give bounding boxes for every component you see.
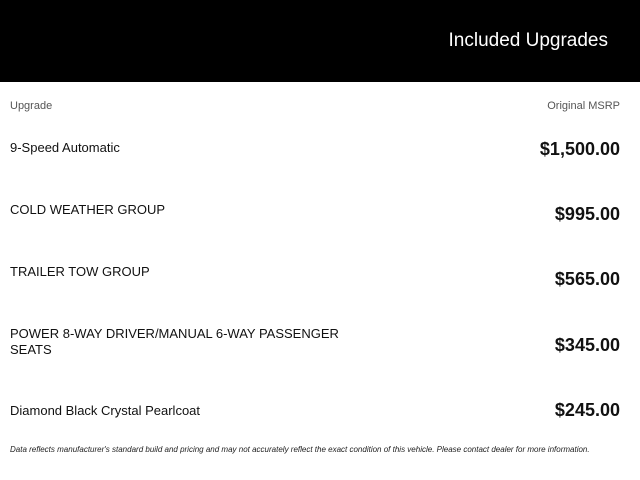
upgrade-name: COLD WEATHER GROUP: [10, 202, 166, 217]
upgrade-price: $995.00: [554, 204, 620, 224]
column-header-msrp: Original MSRP: [547, 100, 620, 112]
upgrade-price: $245.00: [554, 400, 620, 420]
page-title: Included Upgrades: [448, 30, 608, 51]
upgrade-row: [0, 202, 640, 242]
header-bar: [0, 0, 640, 82]
upgrade-price: $565.00: [554, 269, 620, 289]
upgrade-row: [0, 400, 640, 443]
disclaimer-text: Data reflects manufacturer's standard build and pricing and may not accurately reflect the exact condition of this vehicle. Please contact dealer for more information.: [10, 445, 590, 454]
upgrade-row: [0, 264, 640, 304]
upgrade-name: TRAILER TOW GROUP: [10, 264, 150, 279]
upgrade-row: [0, 326, 640, 366]
upgrade-price: $345.00: [554, 335, 620, 355]
upgrade-name: POWER 8-WAY DRIVER/MANUAL 6-WAY PASSENGER SEATS: [10, 326, 339, 357]
upgrade-price: $1,500.00: [539, 139, 620, 159]
column-header-upgrade: Upgrade: [10, 100, 53, 112]
upgrade-name: 9-Speed Automatic: [10, 140, 120, 155]
upgrade-name: Diamond Black Crystal Pearlcoat: [10, 403, 201, 418]
upgrade-row: [0, 140, 640, 180]
